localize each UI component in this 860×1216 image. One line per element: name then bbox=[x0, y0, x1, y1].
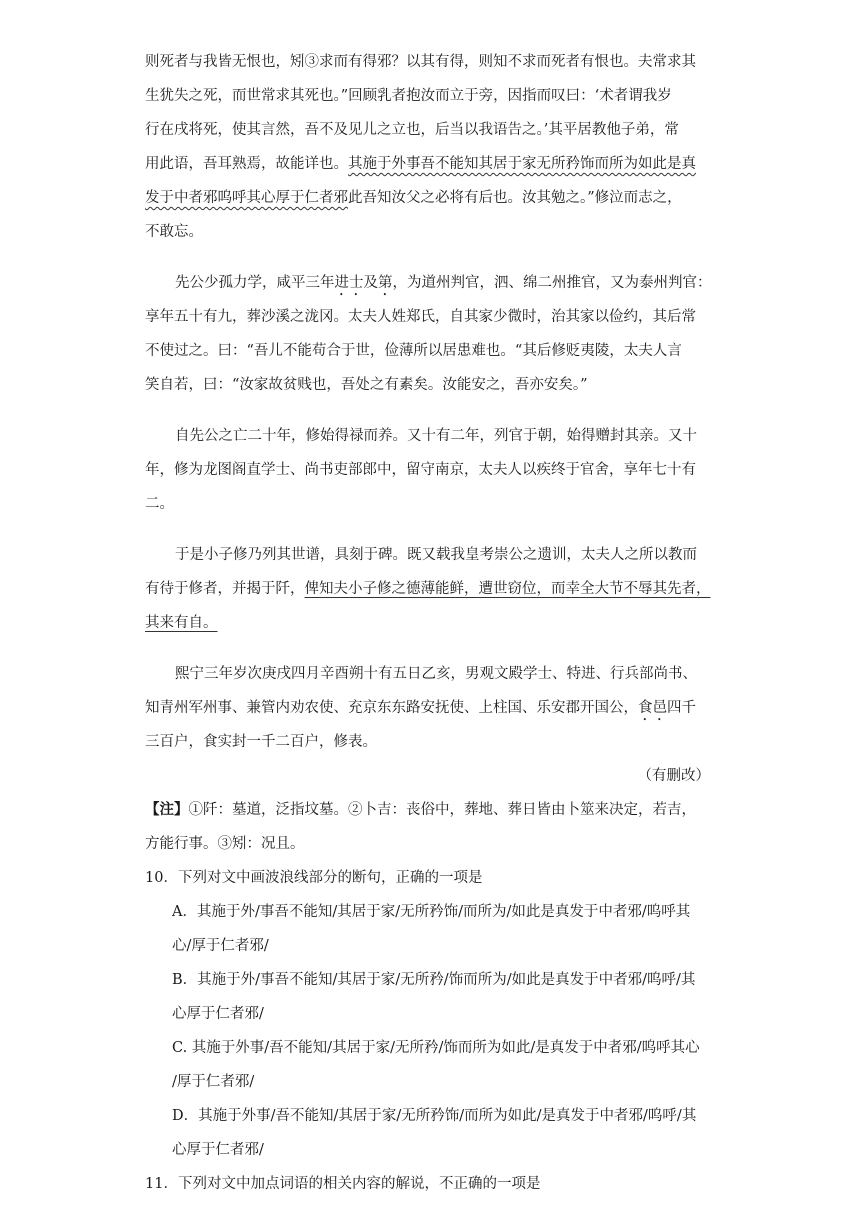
footnote-tag: 【注】 bbox=[145, 801, 189, 818]
dotted-term: 食邑 bbox=[638, 700, 667, 716]
question-11-stem: 11．下列对文中加点词语的相关内容的解说，不正确的一项是 bbox=[145, 1176, 541, 1192]
text-line: 生犹失之死，而世常求其死也。”回顾乳者抱汝而立于旁，因指而叹曰：‘术者谓我岁 bbox=[145, 88, 672, 104]
text-line bbox=[145, 181, 717, 215]
dotted-term: 进士 bbox=[334, 275, 364, 291]
text-segment: 及 bbox=[363, 275, 378, 291]
text-line bbox=[175, 266, 717, 300]
text-line: 年，修为龙图阁直学士、尚书吏部郎中，留守南京，太夫人以疾终于官舍，享年七十有 bbox=[145, 462, 696, 478]
question-10-option-b-cont: 心厚于仁者邪/ bbox=[172, 1006, 264, 1022]
text-line bbox=[145, 147, 717, 181]
question-10-option-a: A．其施于外/事吾不能知/其居于家/无所矜饰/而所为/如此是真发于中者邪/呜呼其 bbox=[172, 904, 691, 920]
question-10-option-b: B．其施于外/事吾不能知/其居于家/无所矜/饰而所为/如此是真发于中者邪/呜呼/其 bbox=[172, 972, 696, 988]
text-line: 享年五十有九，葬沙溪之泷冈。太夫人姓郑氏，自其家少微时，治其家以俭约，其后常 bbox=[145, 309, 696, 325]
text-segment: 知青州军州事、兼管内劝农使、充京东东路安抚使、上柱国、乐安郡开国公， bbox=[145, 700, 638, 716]
footnote-line: 方能行事。③矧：况且。 bbox=[145, 836, 305, 852]
text-line: 三百户，食实封一千二百户，修表。 bbox=[145, 734, 377, 750]
question-10-option-d-cont: 心厚于仁者邪/ bbox=[172, 1142, 264, 1158]
text-line: 不敢忘。 bbox=[145, 224, 203, 240]
text-line bbox=[145, 572, 717, 606]
text-segment: 此吾知汝父之必将有后也。汝其勉之。”修泣而志之， bbox=[348, 190, 682, 206]
text-segment: 用此语，吾耳熟焉，故能详也。 bbox=[145, 156, 348, 172]
text-line: 熙宁三年岁次庚戌四月辛酉朔十有五日乙亥，男观文殿学士、特进、行兵部尚书、 bbox=[175, 666, 697, 682]
text-line: 行在戌将死，使其言然，吾不及见儿之立也，后当以我语告之。’其平居教他子弟，常 bbox=[145, 122, 679, 138]
text-line: 于是小子修乃列其世谱，具刻于碑。既又载我皇考崇公之遗训，太夫人之所以教而 bbox=[175, 547, 697, 563]
question-10-option-c-cont: /厚于仁者邪/ bbox=[172, 1074, 255, 1090]
text-line: 二。 bbox=[145, 496, 174, 512]
footnote-text: ①阡：墓道，泛指坟墓。②卜吉：丧俗中，葬地、葬日皆由卜筮来决定，若吉， bbox=[188, 802, 696, 818]
text-line bbox=[145, 691, 717, 725]
text-line bbox=[145, 606, 717, 640]
question-10-stem: 10．下列对文中画波浪线部分的断句，正确的一项是 bbox=[145, 870, 483, 886]
wavy-underlined-text: 其施于外事吾不能知其居于家无所矜饰而所为如此是真 bbox=[348, 156, 696, 172]
text-line: 不使过之。曰：“吾儿不能苟合于世，俭薄所以居患难也。“其后修贬夷陵，太夫人言 bbox=[145, 343, 682, 359]
text-line: 自先公之亡二十年，修始得禄而养。又十有二年，列官于朝，始得赠封其亲。又十 bbox=[175, 428, 697, 444]
revision-note: （有删改） bbox=[637, 768, 710, 784]
text-segment: 四千 bbox=[667, 700, 696, 716]
dotted-term: 第 bbox=[378, 275, 393, 291]
footnote-line bbox=[145, 793, 717, 827]
question-10-option-c: C. 其施于外事/吾不能知/其居于家/无所矜/饰而所为如此/是真发于中者邪/呜呼其心 bbox=[172, 1040, 700, 1056]
text-segment: 有待于修者，并揭于阡， bbox=[145, 581, 305, 597]
text-segment: 先公少孤力学，咸平三年 bbox=[175, 275, 335, 291]
text-segment: ，为道州判官，泗、绵二州推官，又为泰州判官： bbox=[392, 275, 712, 291]
text-line: 笑自若，曰：“汝家故贫贱也，吾处之有素矣。汝能安之，吾亦安矣。” bbox=[145, 377, 588, 393]
underlined-text: 俾知夫小子修之德薄能鲜，遭世窃位，而幸全大节不辱其先者， bbox=[304, 581, 711, 597]
text-line: 则死者与我皆无恨也，矧③求而有得邪？以其有得，则知不求而死者有恨也。夫常求其 bbox=[145, 54, 696, 70]
question-10-option-a-cont: 心/厚于仁者邪/ bbox=[172, 938, 269, 954]
question-10-option-d: D．其施于外事/吾不能知/其居于家/无所矜饰/而所为如此/是真发于中者邪/呜呼/其 bbox=[172, 1108, 697, 1124]
underlined-text: 其来有自。 bbox=[145, 615, 218, 631]
wavy-underlined-text: 发于中者邪呜呼其心厚于仁者邪 bbox=[145, 190, 348, 206]
